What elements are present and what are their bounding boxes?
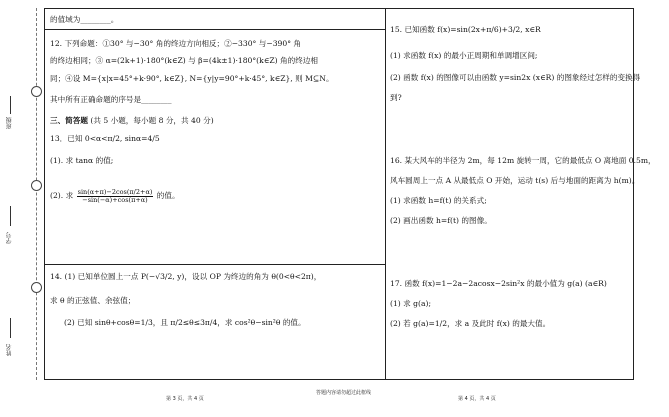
q17-line-1: 17. 函数 f(x)=1−2a−2acosx−2sin²x 的最小值为 g(a) (a∈R): [390, 279, 607, 288]
id-label: 学号: [6, 232, 13, 244]
q13-intro: 13．已知 0<α<π/2, sinα=4/5: [50, 134, 160, 143]
rule-line: [45, 29, 385, 30]
name-label: 姓名: [6, 344, 13, 356]
q15-line-4: 到?: [390, 93, 402, 102]
footer-right-page: 第 4 页，共 4 页: [458, 396, 496, 402]
binding-hole-3: [31, 282, 42, 293]
q16-line-1: 16. 某大风车的半径为 2m，每 12m 旋转一周，它的最低点 O 离地面 0.5m，: [390, 156, 656, 165]
q13-denominator: −sin(−α)+cos(π+α): [82, 195, 148, 204]
q13-part-2: [50, 187, 180, 205]
class-write-line: [10, 96, 11, 114]
section-3-title: 三、简答题: [50, 116, 88, 125]
q14-line-2: 求 θ 的正弦值、余弦值；: [50, 296, 136, 305]
name-write-line: [10, 318, 11, 338]
q16-line-2: 风车圆周上一点 A 从最低点 O 开始，运动 t(s) 后与地面的距离为 h(m)。: [390, 176, 640, 185]
section-3-heading: [50, 116, 214, 126]
q12-line-4: 其中所有正确命题的序号是________: [50, 95, 172, 104]
exam-frame: [44, 8, 656, 380]
q15-line-2: (1) 求函数 f(x) 的最小正周期和单调增区间;: [390, 51, 538, 60]
footer-center-note: 答题内容请勿超过此框线: [316, 390, 372, 396]
q13-fraction: [77, 189, 154, 204]
q16-line-3: (1) 求函数 h=f(t) 的关系式;: [390, 196, 487, 205]
q17-line-2: (1) 求 g(a);: [390, 299, 432, 308]
q17-line-3: (2) 若 g(a)=1/2，求 a 及此时 f(x) 的最大值。: [390, 319, 551, 328]
section-3-note: (共 5 小题，每小题 8 分，共 40 分): [90, 116, 214, 125]
q15-line-3: (2) 函数 f(x) 的图像可以由函数 y=sin2x (x∈R) 的图象经过怎样的变换得: [390, 73, 641, 82]
q13-numerator: sin(α+π)−2cos(π/2+α): [77, 187, 153, 196]
class-label: 班级: [6, 117, 13, 129]
id-write-line: [10, 206, 11, 226]
q12-line-2: 的终边相同；③ α=(2k+1)·180°(k∈Z) 与 β=(4k±1)·180°(k∈Z) 角的终边相: [50, 56, 318, 65]
rule-line: [45, 264, 385, 265]
q14-line-3: (2) 已知 sinθ+cosθ=1/3，且 π/2≤θ≤3π/4，求 cos²θ−sin²θ 的值。: [64, 318, 306, 327]
q16-line-4: (2) 画出函数 h=f(t) 的图像。: [390, 216, 492, 225]
q11-tail: 的值域为________。: [50, 15, 119, 24]
binding-dashed-line: [36, 8, 37, 380]
footer-left-page: 第 3 页，共 4 页: [166, 396, 204, 402]
q12-line-3: 同；④设 M={x|x=45°+k·90°, k∈Z}, N={y|y=90°+k·45°, k∈Z}, 则 M⊆N。: [50, 74, 334, 83]
q13-part-2-suffix: 的值。: [156, 191, 180, 200]
q15-line-1: 15. 已知函数 f(x)=sin(2x+π/6)+3/2, x∈R: [390, 25, 541, 34]
q14-line-1: 14. (1) 已知单位圆上一点 P(−√3/2, y)，设以 OP 为终边的角为 θ(0<θ<2π)，: [50, 272, 322, 281]
binding-hole-1: [31, 86, 42, 97]
binding-margin: [0, 0, 44, 417]
q13-part-1: (1). 求 tanα 的值;: [50, 156, 114, 165]
q13-part-2-prefix: (2). 求: [50, 191, 74, 200]
binding-hole-2: [31, 180, 42, 191]
q12-line-1: 12. 下列命题：①30° 与−30° 角的终边方向相反；②−330° 与−390° 角: [50, 39, 302, 48]
column-divider: [385, 9, 386, 379]
